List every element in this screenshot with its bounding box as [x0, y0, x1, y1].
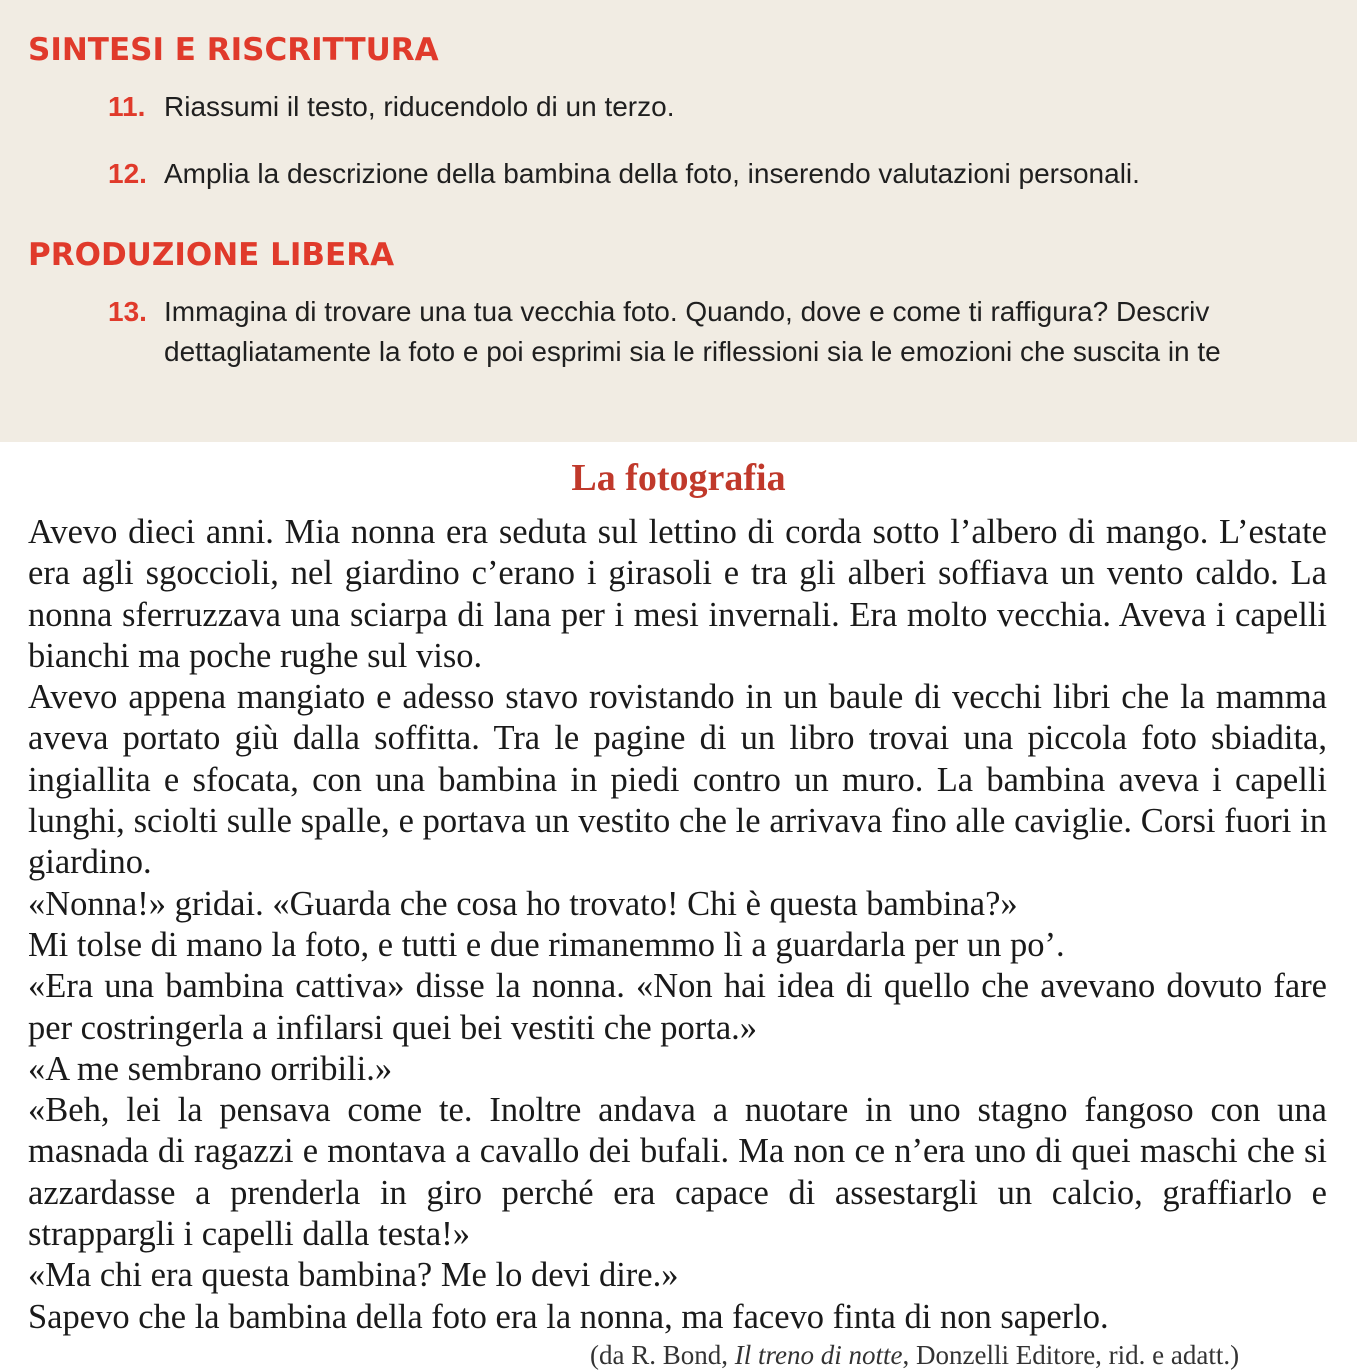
- exercise-11: [108, 87, 674, 127]
- story-paragraph: Mi tolse di mano la foto, e tutti e due rimanemmo lì a guardarla per un po’.: [28, 925, 1065, 964]
- exercise-text-line2: dettagliatamente la foto e poi esprimi sia le riflessioni sia le emozioni che suscita in te: [164, 336, 1221, 367]
- exercise-text-line1: Immagina di trovare una tua vecchia foto. Quando, dove e come ti raffigura? Descriv: [164, 296, 1210, 327]
- exercise-panel: [0, 0, 1357, 442]
- credit-prefix: (da R. Bond,: [590, 1340, 735, 1370]
- story-title: La fotografia: [571, 457, 786, 499]
- story-paragraph: Sapevo che la bambina della foto era la nonna, ma facevo finta di non saperlo.: [28, 1297, 1109, 1336]
- story-paragraph: «Beh, lei la pensava come te. Inoltre andava a nuotare in uno stagno fangoso con una masnada di ragazzi e montava a cavallo dei bufali. Ma non ce n’era uno di quei maschi che si azzardasse a prenderla in giro perché era capace di assestargli un calcio, graffiarlo e strappargli i capelli dalla testa!»: [28, 1091, 1327, 1254]
- source-credit: [590, 1340, 1239, 1371]
- story-paragraph: «Ma chi era questa bambina? Me lo devi dire.»: [28, 1256, 679, 1295]
- section-heading-sintesi: SINTESI E RISCRITTURA: [28, 32, 439, 68]
- exercise-text: Amplia la descrizione della bambina della foto, inserendo valutazioni personali.: [164, 158, 1140, 189]
- section-heading-produzione: PRODUZIONE LIBERA: [28, 237, 395, 273]
- exercise-text: Riassumi il testo, riducendolo di un terzo.: [164, 91, 675, 122]
- story-text: [28, 512, 1327, 1338]
- exercise-12: [108, 154, 1140, 194]
- story-paragraph: «Nonna!» gridai. «Guarda che cosa ho trovato! Chi è questa bambina?»: [28, 884, 1018, 923]
- story-paragraph: «Era una bambina cattiva» disse la nonna. «Non hai idea di quello che avevano dovuto fare per costringerla a infilarsi quei bei vestiti che porta.»: [28, 967, 1327, 1047]
- story-paragraph: «A me sembrano orribili.»: [28, 1049, 393, 1088]
- exercise-number: 13.: [108, 296, 147, 327]
- credit-suffix: , Donzelli Editore, rid. e adatt.): [902, 1340, 1240, 1370]
- exercise-number: 12.: [108, 158, 147, 189]
- exercise-13: [108, 292, 1221, 372]
- story-paragraph: Avevo appena mangiato e adesso stavo rovistando in un baule di vecchi libri che la mamma aveva portato giù dalla soffitta. Tra le pagine di un libro trovai una piccola foto sbiadita, ingiallita e sfocata, con una bambina in piedi contro un muro. La bambina aveva i capelli lunghi, sciolti sulle spalle, e portava un vestito che le arrivava fino alle caviglie. Corsi fuori in giardino.: [28, 678, 1327, 882]
- credit-work-title: Il treno di notte: [734, 1340, 903, 1370]
- story-paragraph: Avevo dieci anni. Mia nonna era seduta sul lettino di corda sotto l’albero di mango. L’estate era agli sgoccioli, nel giardino c’erano i girasoli e tra gli alberi soffiava un vento caldo. La nonna sferruzzava una sciarpa di lana per i mesi invernali. Era molto vecchia. Aveva i capelli bianchi ma poche rughe sul viso.: [28, 513, 1327, 675]
- exercise-number: 11.: [108, 91, 146, 122]
